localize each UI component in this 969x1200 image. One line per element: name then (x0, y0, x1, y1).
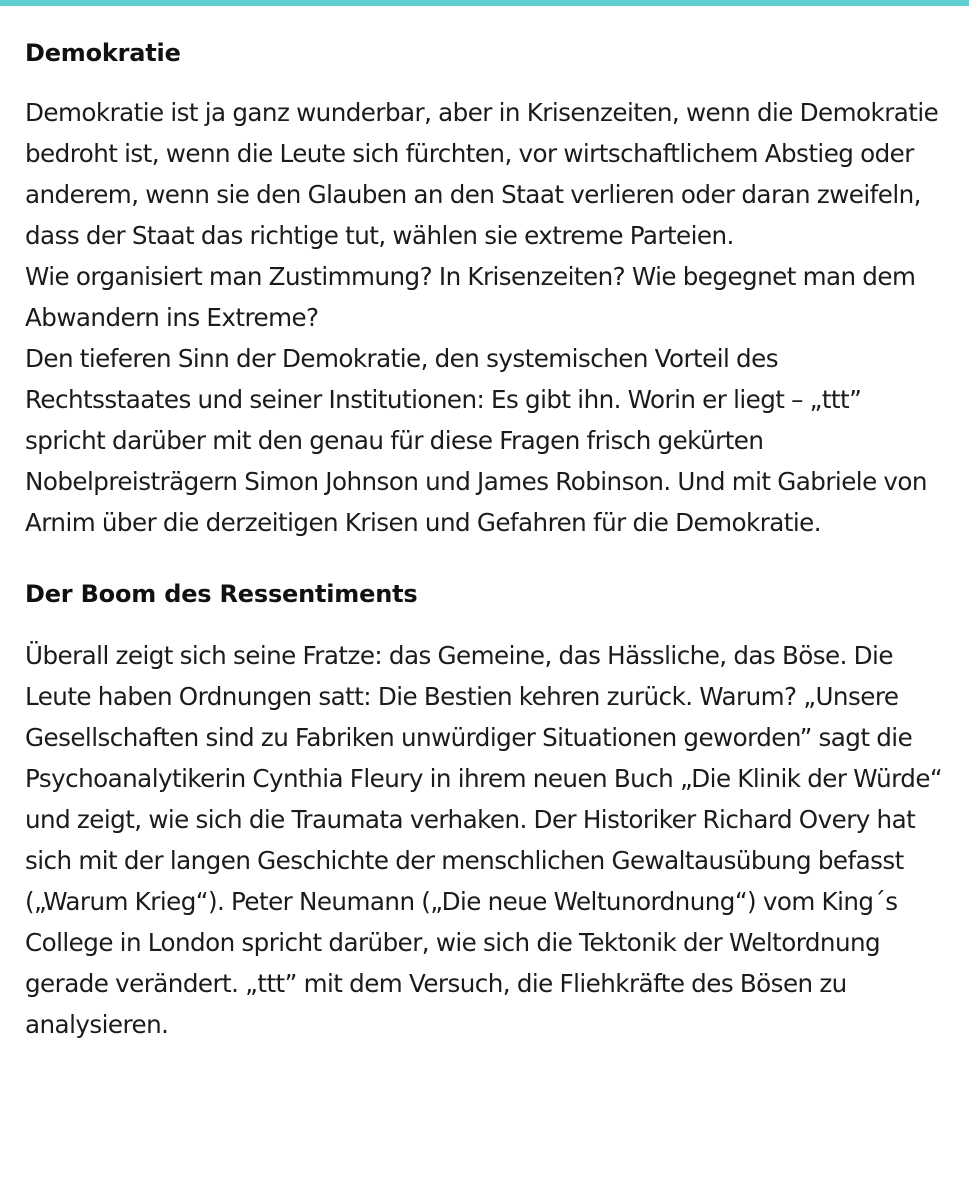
paragraph-ressentiment-body: Überall zeigt sich seine Fratze: das Gemeine, das Hässliche, das Böse. Die Leute haben Ordnungen satt: Die Bestien kehren zurück. Warum? „Unsere Gesellschaften sind zu Fabriken unwürdiger Situationen geworden” sagt die Psychoanalytikerin Cynthia Fleury in ihrem neuen Buch „Die Klinik der Würde“ und zeigt, wie sich die Traumata verhaken. Der Historiker Richard Overy hat sich mit der langen Geschichte der menschlichen Gewaltausübung befasst („Warum Krieg“). Peter Neumann („Die neue Weltunordnung“) vom King´s College in London spricht darüber, wie sich die Tektonik der Weltordnung gerade verändert. „ttt” mit dem Versuch, die Fliehkräfte des Bösen zu analysieren. (25, 641, 943, 1039)
section-ressentiment (25, 575, 945, 1045)
article-content (25, 34, 945, 1045)
paragraph-demokratie-questions: Wie organisiert man Zustimmung? In Krisenzeiten? Wie begegnet man dem Abwandern ins Extreme? (25, 262, 916, 332)
section-title-ressentiment: Der Boom des Ressentiments (25, 580, 418, 608)
top-accent-bar (0, 0, 969, 6)
paragraph-demokratie-intro: Demokratie ist ja ganz wunderbar, aber in Krisenzeiten, wenn die Demokratie bedroht ist, wenn die Leute sich fürchten, vor wirtschaftlichem Abstieg oder anderem, wenn sie den Glauben an den Staat verlieren oder daran zweifeln, dass der Staat das richtige tut, wählen sie extreme Parteien. (25, 98, 939, 250)
section-title-demokratie: Demokratie (25, 39, 181, 67)
section-demokratie (25, 34, 945, 543)
paragraph-demokratie-guests: Den tieferen Sinn der Demokratie, den systemischen Vorteil des Rechtsstaates und seiner Institutionen: Es gibt ihn. Worin er liegt – „ttt” spricht darüber mit den genau für diese Fragen frisch gekürten Nobelpreisträgern Simon Johnson und James Robinson. Und mit Gabriele von Arnim über die derzeitigen Krisen und Gefahren für die Demokratie. (25, 344, 927, 537)
